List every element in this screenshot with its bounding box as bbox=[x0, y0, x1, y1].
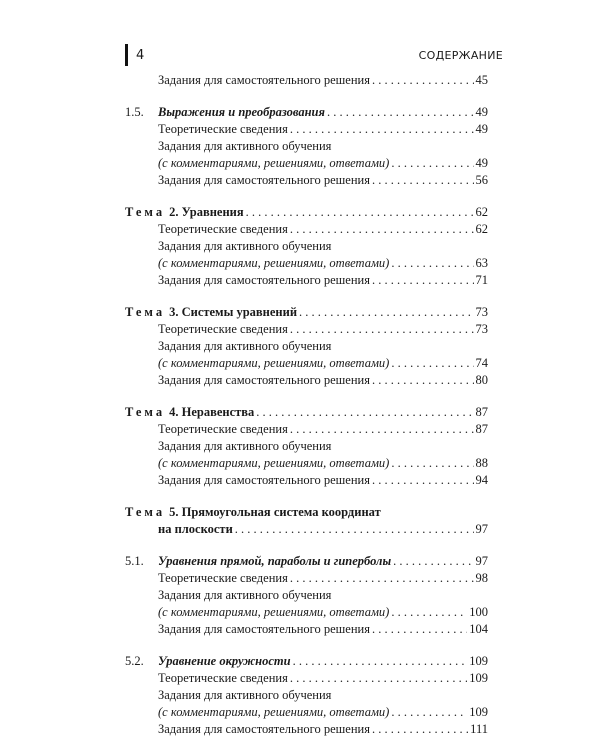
toc-entry-title: Теоретические сведения bbox=[158, 322, 288, 336]
toc-entry-title: (с комментариями, решениями, ответами) bbox=[158, 456, 390, 470]
toc-entry-page: 100 bbox=[469, 605, 488, 619]
toc-tema-prefix: Тема bbox=[125, 305, 166, 319]
toc-spacer bbox=[125, 489, 488, 504]
leader-dots bbox=[246, 204, 474, 221]
toc-entry-title: Выражения и преобразования bbox=[158, 105, 325, 119]
toc-tema-prefix: Тема bbox=[125, 205, 166, 219]
toc-spacer bbox=[125, 538, 488, 553]
leader-dots bbox=[290, 421, 474, 438]
toc-entry-title: Теоретические сведения bbox=[158, 422, 288, 436]
leader-dots bbox=[372, 372, 474, 389]
toc-entry[interactable] bbox=[125, 238, 488, 255]
toc-entry-page: 74 bbox=[475, 356, 488, 370]
toc-entry-title: Теоретические сведения bbox=[158, 222, 288, 236]
leader-dots bbox=[391, 355, 473, 372]
leader-dots bbox=[391, 155, 473, 172]
toc-entry-page: 87 bbox=[475, 405, 488, 419]
toc-entry[interactable] bbox=[125, 521, 488, 538]
page-number: 4 bbox=[136, 48, 145, 63]
leader-dots bbox=[290, 321, 474, 338]
toc-entry[interactable] bbox=[125, 355, 488, 372]
toc-entry[interactable] bbox=[125, 570, 488, 587]
leader-dots bbox=[372, 272, 474, 289]
leader-dots bbox=[372, 621, 467, 638]
toc-entry[interactable] bbox=[125, 72, 488, 89]
toc-entry[interactable] bbox=[125, 155, 488, 172]
toc-entry[interactable] bbox=[125, 553, 488, 570]
toc-entry-title: Задания для самостоятельного решения bbox=[158, 173, 370, 187]
toc-entry-title: 2. Уравнения bbox=[169, 205, 244, 219]
toc-entry[interactable] bbox=[125, 404, 488, 421]
leader-dots bbox=[299, 304, 473, 321]
toc-entry-page: 109 bbox=[469, 654, 488, 668]
leader-dots bbox=[372, 472, 474, 489]
toc-entry-title: Задания для самостоятельного решения bbox=[158, 473, 370, 487]
leader-dots bbox=[290, 121, 474, 138]
toc-entry-page: 94 bbox=[475, 473, 488, 487]
toc-tema-prefix: Тема bbox=[125, 405, 166, 419]
toc-entry[interactable] bbox=[125, 721, 488, 738]
toc-entry-page: 62 bbox=[475, 222, 488, 236]
toc-entry-title: Задания для активного обучения bbox=[158, 139, 332, 153]
toc-entry-title: Задания для активного обучения bbox=[158, 339, 332, 353]
toc-entry[interactable] bbox=[125, 670, 488, 687]
leader-dots bbox=[293, 653, 468, 670]
table-of-contents bbox=[125, 72, 488, 738]
toc-entry-page: 97 bbox=[475, 554, 488, 568]
leader-dots bbox=[235, 521, 474, 538]
toc-entry[interactable] bbox=[125, 504, 488, 521]
toc-tema-prefix: Тема bbox=[125, 505, 166, 519]
toc-entry-title: (с комментариями, решениями, ответами) bbox=[158, 256, 390, 270]
toc-entry-page: 49 bbox=[475, 105, 488, 119]
toc-entry[interactable] bbox=[125, 653, 488, 670]
toc-entry-page: 109 bbox=[469, 705, 488, 719]
toc-entry[interactable] bbox=[125, 472, 488, 489]
toc-entry[interactable] bbox=[125, 338, 488, 355]
toc-entry[interactable] bbox=[125, 172, 488, 189]
toc-entry-number: 1.5. bbox=[125, 105, 144, 119]
toc-entry[interactable] bbox=[125, 438, 488, 455]
toc-entry-title: на плоскости bbox=[158, 522, 233, 536]
toc-entry[interactable] bbox=[125, 321, 488, 338]
toc-entry-title: Задания для активного обучения bbox=[158, 239, 332, 253]
toc-entry-page: 104 bbox=[469, 622, 488, 636]
leader-dots bbox=[372, 172, 474, 189]
toc-entry-title: 4. Неравенства bbox=[169, 405, 255, 419]
toc-entry-title: 3. Системы уравнений bbox=[169, 305, 298, 319]
toc-entry-page: 49 bbox=[475, 156, 488, 170]
toc-entry-page: 88 bbox=[475, 456, 488, 470]
toc-entry[interactable] bbox=[125, 204, 488, 221]
toc-entry-page: 71 bbox=[475, 273, 488, 287]
toc-entry-title: Теоретические сведения bbox=[158, 122, 288, 136]
toc-spacer bbox=[125, 89, 488, 104]
leader-dots bbox=[290, 570, 474, 587]
toc-entry[interactable] bbox=[125, 687, 488, 704]
toc-entry-title: (с комментариями, решениями, ответами) bbox=[158, 605, 390, 619]
toc-entry-title: Уравнение окружности bbox=[158, 654, 291, 668]
leader-dots bbox=[372, 721, 468, 738]
toc-entry-number: 5.2. bbox=[125, 654, 144, 668]
running-header: СОДЕРЖАНИЕ bbox=[418, 49, 503, 62]
leader-dots bbox=[391, 255, 473, 272]
toc-entry[interactable] bbox=[125, 604, 488, 621]
toc-entry[interactable] bbox=[125, 138, 488, 155]
toc-spacer bbox=[125, 289, 488, 304]
toc-entry[interactable] bbox=[125, 421, 488, 438]
toc-entry[interactable] bbox=[125, 621, 488, 638]
toc-entry-title: Задания для самостоятельного решения bbox=[158, 373, 370, 387]
toc-entry-page: 56 bbox=[475, 173, 488, 187]
toc-entry-page: 98 bbox=[475, 571, 488, 585]
toc-entry[interactable] bbox=[125, 121, 488, 138]
toc-entry-page: 109 bbox=[469, 671, 488, 685]
leader-dots bbox=[391, 704, 467, 721]
leader-dots bbox=[391, 604, 467, 621]
leader-dots bbox=[391, 455, 473, 472]
toc-entry[interactable] bbox=[125, 704, 488, 721]
leader-dots bbox=[372, 72, 474, 89]
toc-spacer bbox=[125, 189, 488, 204]
toc-entry-page: 87 bbox=[475, 422, 488, 436]
toc-entry-page: 97 bbox=[475, 522, 488, 536]
leader-dots bbox=[290, 670, 467, 687]
toc-entry-title: Задания для активного обучения bbox=[158, 688, 332, 702]
toc-entry-page: 62 bbox=[475, 205, 488, 219]
toc-entry-title: 5. Прямоугольная система координат bbox=[169, 505, 381, 519]
margin-bar bbox=[125, 44, 128, 66]
toc-entry-title: Теоретические сведения bbox=[158, 571, 288, 585]
toc-entry-page: 73 bbox=[475, 322, 488, 336]
toc-entry-title: Задания для активного обучения bbox=[158, 439, 332, 453]
toc-entry-page: 63 bbox=[475, 256, 488, 270]
toc-entry[interactable] bbox=[125, 272, 488, 289]
toc-entry-page: 73 bbox=[475, 305, 488, 319]
toc-spacer bbox=[125, 638, 488, 653]
toc-entry-title: (с комментариями, решениями, ответами) bbox=[158, 156, 390, 170]
toc-entry[interactable] bbox=[125, 304, 488, 321]
toc-entry-number: 5.1. bbox=[125, 554, 144, 568]
toc-entry[interactable] bbox=[125, 221, 488, 238]
toc-entry-title: (с комментариями, решениями, ответами) bbox=[158, 356, 390, 370]
toc-entry-title: Задания для самостоятельного решения bbox=[158, 622, 370, 636]
toc-entry-title: Задания для самостоятельного решения bbox=[158, 722, 370, 736]
toc-entry[interactable] bbox=[125, 255, 488, 272]
leader-dots bbox=[393, 553, 473, 570]
toc-entry-page: 49 bbox=[475, 122, 488, 136]
toc-entry[interactable] bbox=[125, 372, 488, 389]
toc-entry-title: Задания для активного обучения bbox=[158, 588, 332, 602]
toc-entry[interactable] bbox=[125, 104, 488, 121]
toc-entry[interactable] bbox=[125, 587, 488, 604]
toc-entry[interactable] bbox=[125, 455, 488, 472]
toc-entry-title: Теоретические сведения bbox=[158, 671, 288, 685]
leader-dots bbox=[327, 104, 474, 121]
toc-entry-title: Задания для самостоятельного решения bbox=[158, 273, 370, 287]
toc-entry-page: 111 bbox=[470, 722, 488, 736]
toc-entry-page: 45 bbox=[475, 73, 488, 87]
leader-dots bbox=[256, 404, 473, 421]
leader-dots bbox=[290, 221, 474, 238]
toc-entry-title: Задания для самостоятельного решения bbox=[158, 73, 370, 87]
toc-entry-page: 80 bbox=[475, 373, 488, 387]
toc-entry-title: Уравнения прямой, параболы и гиперболы bbox=[158, 554, 392, 568]
toc-spacer bbox=[125, 389, 488, 404]
toc-entry-title: (с комментариями, решениями, ответами) bbox=[158, 705, 390, 719]
